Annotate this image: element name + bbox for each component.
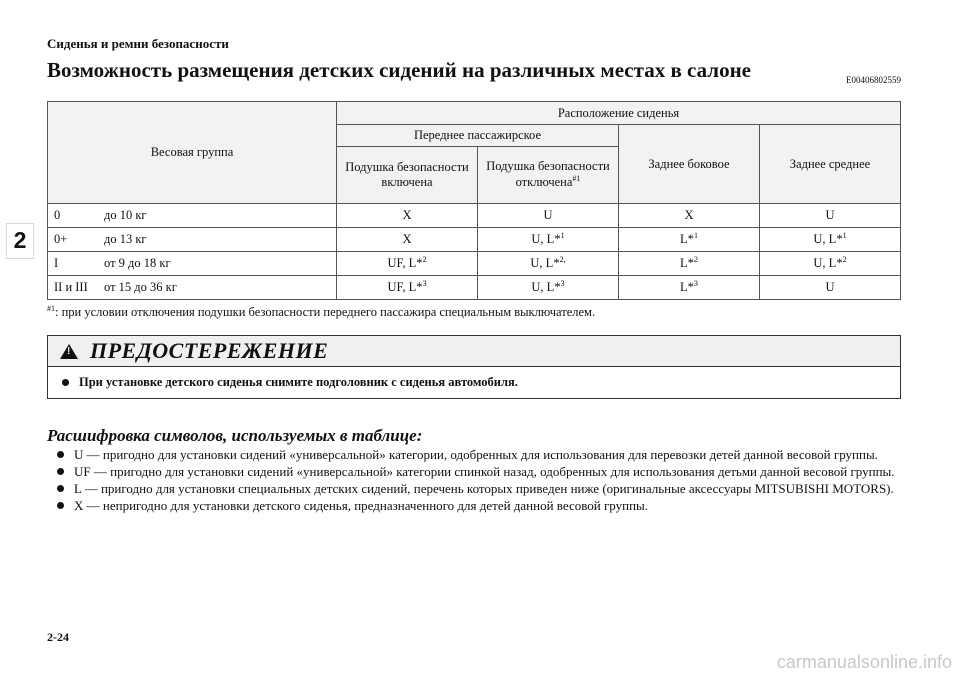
weight-label: от 9 до 18 кг — [104, 256, 171, 270]
bullet-icon — [57, 451, 64, 458]
warning-body — [48, 367, 900, 397]
col-location-header: Расположение сиденья — [337, 102, 901, 125]
col-rear-side-header: Заднее боковое — [619, 125, 760, 204]
legend-list — [57, 446, 900, 514]
weight-label: до 10 кг — [104, 208, 147, 222]
footnote: $^{\#1}$: при условии отключения подушки безопасности переднего пассажира специальным выключателем. — [47, 304, 596, 320]
cell-off: U, L*$^{2,}$ — [478, 252, 619, 276]
child-seat-table — [47, 101, 901, 300]
list-item: L — пригодно для установки специальных детских сидений, перечень которых приведен ниже (оригинальные аксессуары MITSUBISHI MOTORS). — [57, 480, 900, 497]
footnote-mark: #1 — [47, 304, 55, 313]
weight-label: до 13 кг — [104, 232, 147, 246]
cell-off: U, L*$^3$ — [478, 276, 619, 300]
bullet-icon — [57, 485, 64, 492]
warning-text: При установке детского сиденья снимите подголовник с сиденья автомобиля. — [79, 374, 518, 389]
group-label: II и III — [54, 280, 88, 294]
running-header: Сиденья и ремни безопасности — [47, 36, 229, 51]
cell-mid: U — [760, 276, 901, 300]
cell-on: X — [337, 204, 478, 228]
warning-triangle-icon — [60, 344, 78, 359]
bullet-icon — [62, 379, 69, 386]
warning-header — [48, 336, 900, 367]
weight-group-cell — [48, 204, 337, 228]
col-front-header: Переднее пассажирское — [337, 125, 619, 147]
cell-off: U, L*$^1$ — [478, 228, 619, 252]
legend-title: Расшифровка символов, используемых в таблице: — [47, 426, 423, 445]
cell-on: UF, L*$^2$ — [337, 252, 478, 276]
watermark: carmanualsonline.info — [776, 652, 952, 672]
weight-group-cell — [48, 228, 337, 252]
bullet-icon — [57, 468, 64, 475]
col-airbag-on-header: Подушка безопасности включена — [337, 147, 478, 204]
page-number: 2-24 — [47, 630, 69, 644]
list-item: UF — пригодно для установки сидений «универсальной» категории спинкой назад, одобренных для использования детьми данной весовой группы. — [57, 463, 900, 480]
page-title: Возможность размещения детских сидений на различных местах в салоне — [47, 58, 751, 82]
table-row — [48, 276, 901, 300]
cell-side: X — [619, 204, 760, 228]
cell-side: L*$^2$ — [619, 252, 760, 276]
weight-group-cell — [48, 252, 337, 276]
col-rear-middle-header: Заднее среднее — [760, 125, 901, 204]
cell-off: U — [478, 204, 619, 228]
warning-title: ПРЕДОСТЕРЕЖЕНИЕ — [90, 338, 329, 363]
list-item: U — пригодно для установки сидений «универсальной» категории, одобренных для использования для перевозки детей данной весовой группы. — [57, 446, 900, 463]
weight-label: от 15 до 36 кг — [104, 280, 177, 294]
cell-mid: U, L*$^2$ — [760, 252, 901, 276]
group-label: 0 — [54, 208, 61, 222]
warning-box — [47, 335, 901, 399]
weight-group-cell — [48, 276, 337, 300]
col-weight-header: Весовая группа — [48, 102, 337, 204]
group-label: 0+ — [54, 232, 68, 246]
airbag-off-mark: #1 — [572, 174, 581, 184]
chapter-tab: 2 — [6, 223, 34, 259]
cell-on: X — [337, 228, 478, 252]
table-row — [48, 204, 901, 228]
table-row — [48, 228, 901, 252]
list-item: X — непригодно для установки детского сиденья, предназначенного для детей данной весовой группы. — [57, 497, 900, 514]
cell-side: L*$^3$ — [619, 276, 760, 300]
bullet-icon — [57, 502, 64, 509]
section-code: E00406802559 — [846, 75, 901, 85]
table-row — [48, 252, 901, 276]
group-label: I — [54, 256, 59, 270]
cell-mid: U — [760, 204, 901, 228]
cell-side: L*$^1$ — [619, 228, 760, 252]
cell-on: UF, L*$^3$ — [337, 276, 478, 300]
cell-mid: U, L*$^1$ — [760, 228, 901, 252]
col-airbag-off-header: Подушка безопасности отключена$^{\#1}$ — [478, 147, 619, 204]
